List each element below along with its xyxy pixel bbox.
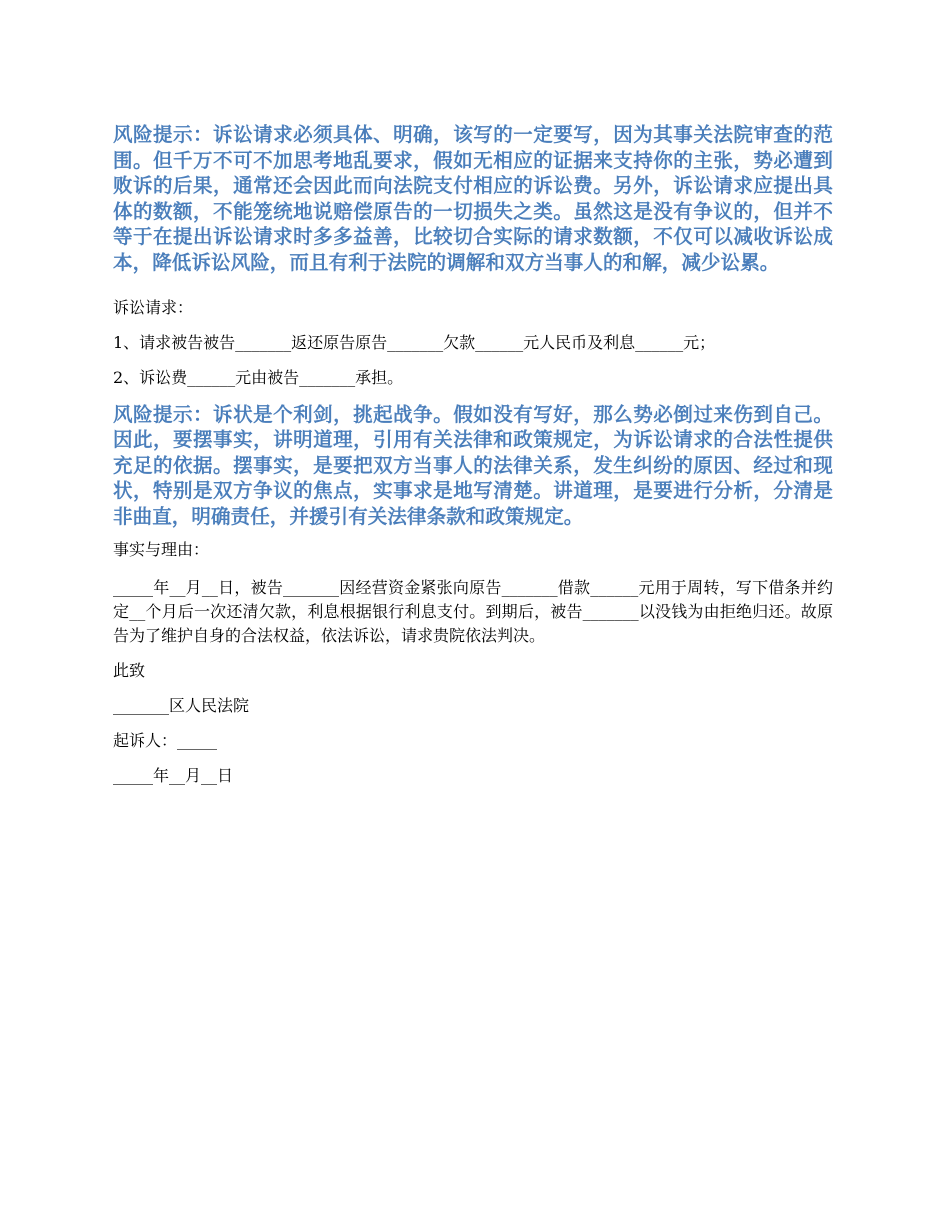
salutation: 此致: [113, 660, 146, 680]
claim-item-1: 1、请求被告被告_______返还原告原告_______欠款______元人民币及利息______元；: [113, 332, 716, 352]
facts-body: _____年__月__日，被告_______因经营资金紧张向原告_______借款______元用于周转，写下借条并约定__个月后一次还清欠款，利息根据银行利息支付。到期后，被告_______以没钱为由拒绝归还。故原告为了维护自身的合法权益，依法诉讼，请求贵院依法判决。: [113, 577, 833, 645]
facts-heading: 事实与理由：: [113, 539, 210, 559]
claims-heading: 诉讼请求：: [113, 297, 194, 317]
risk-tip-facts: 风险提示：诉状是个利剑，挑起战争。假如没有写好，那么势必倒过来伤到自己。因此，要摆事实，讲明道理，引用有关法律和政策规定，为诉讼请求的合法性提供充足的依据。摆事实，是要把双方当事人的法律关系，发生纠纷的原因、经过和现状，特别是双方争议的焦点，实事求是地写清楚。讲道理，是要进行分析，分清是非曲直，明确责任，并援引有关法律条款和政策规定。: [113, 402, 833, 528]
plaintiff-signature: 起诉人：_____: [113, 730, 218, 750]
claim-item-2: 2、诉讼费______元由被告_______承担。: [113, 367, 404, 387]
court-name: _______区人民法院: [113, 695, 250, 715]
document-body: [113, 122, 833, 788]
date-line: _____年__月__日: [113, 765, 234, 785]
risk-tip-claims: 风险提示：诉讼请求必须具体、明确，该写的一定要写，因为其事关法院审查的范围。但千万不可不加思考地乱要求，假如无相应的证据来支持你的主张，势必遭到败诉的后果，通常还会因此而向法院支付相应的诉讼费。另外，诉讼请求应提出具体的数额，不能笼统地说赔偿原告的一切损失之类。虽然这是没有争议的，但并不等于在提出诉讼请求时多多益善，比较切合实际的请求数额，不仅可以减收诉讼成本，降低诉讼风险，而且有利于法院的调解和双方当事人的和解，减少讼累。: [113, 123, 833, 274]
